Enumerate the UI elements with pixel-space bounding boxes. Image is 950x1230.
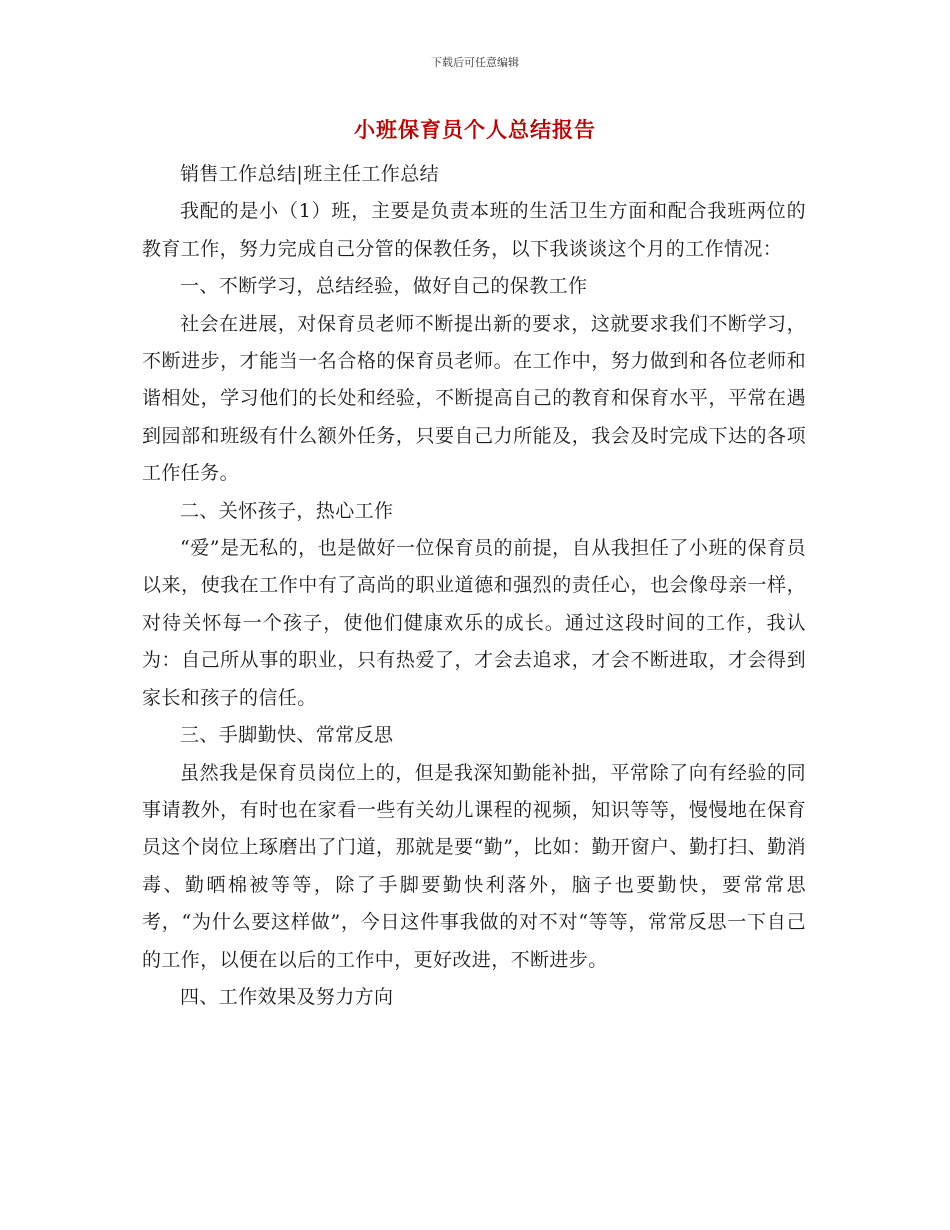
section-heading-1: 一、不断学习，总结经验，做好自己的保教工作 — [180, 275, 588, 298]
section-heading-2: 二、关怀孩子，热心工作 — [180, 499, 394, 522]
header-note: 下载后可任意编辑 — [431, 56, 519, 69]
page-title: 小班保育员个人总结报告 — [354, 117, 596, 142]
paragraph-section-1: 社会在进展，对保育员老师不断提出新的要求，这就要求我们不断学习，不断进步，才能当一名合格的保育员老师。在工作中，努力做到和各位老师和谐相处，学习他们的长处和经验，不断提高自己的教育和保育水平，平常在遇到园部和班级有什么额外任务，只要自己力所能及，我会及时完成下达的各项工作任务。 — [142, 312, 806, 485]
section-heading-3: 三、手脚勤快、常常反思 — [180, 724, 394, 747]
document-body — [142, 156, 806, 1016]
section-heading-4: 四、工作效果及努力方向 — [180, 985, 394, 1008]
paragraph-subtitle: 销售工作总结|班主任工作总结 — [180, 163, 440, 185]
paragraph-section-3: 虽然我是保育员岗位上的，但是我深知勤能补拙，平常除了向有经验的同事请教外，有时也在家看一些有关幼儿课程的视频，知识等等，慢慢地在保育员这个岗位上琢磨出了门道，那就是要“勤”，比如：勤开窗户、勤打扫、勤消毒、勤晒棉被等等，除了手脚要勤快利落外，脑子也要勤快，要常常思考，“为什么要这样做”，今日这件事我做的对不对“等等，常常反思一下自己的工作，以便在以后的工作中，更好改进，不断进步。 — [142, 761, 806, 971]
paragraph-intro: 我配的是小（1）班，主要是负责本班的生活卫生方面和配合我班两位的教育工作，努力完成自己分管的保教任务，以下我谈谈这个月的工作情况： — [142, 200, 806, 260]
paragraph-section-2: “爱”是无私的，也是做好一位保育员的前提，自从我担任了小班的保育员以来，使我在工作中有了高尚的职业道德和强烈的责任心，也会像母亲一样，对待关怀每一个孩子，使他们健康欢乐的成长。通过这段时间的工作，我认为：自己所从事的职业，只有热爱了，才会去追求，才会不断进取，才会得到家长和孩子的信任。 — [142, 537, 806, 709]
